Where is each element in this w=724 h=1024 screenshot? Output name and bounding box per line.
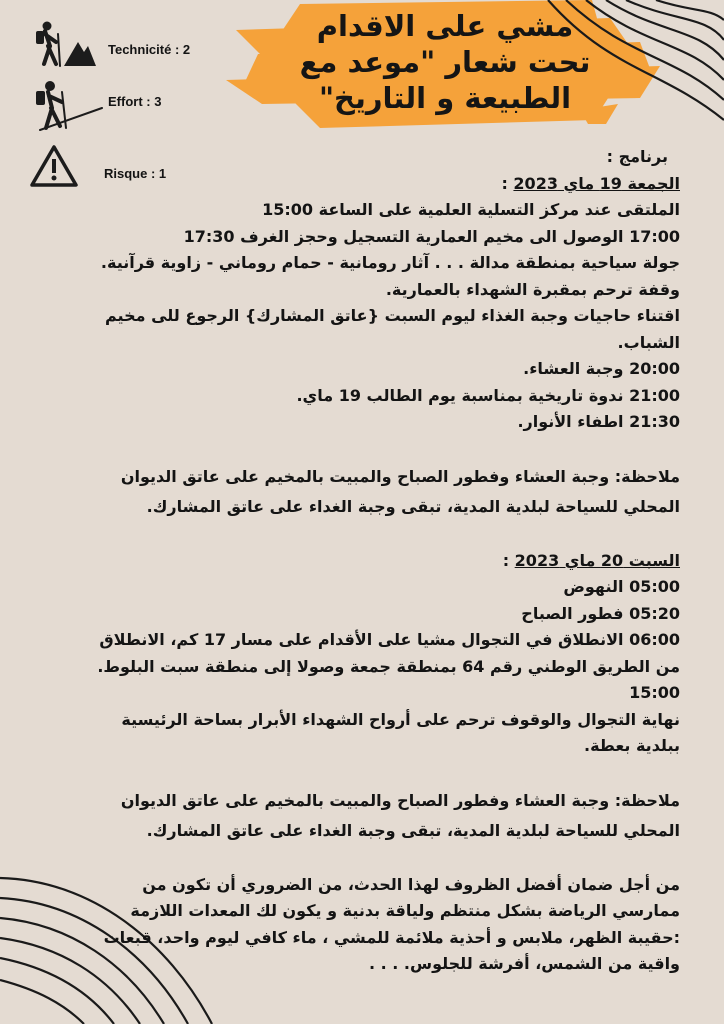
page-title [270,8,620,116]
day2-date: السبت 20 ماي 2023 [514,550,680,570]
title-line-3: الطبيعة و التاريخ" [318,81,572,115]
note-2: ملاحظة: وجبة العشاء وفطور الصباح والمبيت بالمخيم على عاتق الديوان المحلي للسياحة لبلدية المدية، تبقى وجبة الغداء على عاتق المشارك. [120,790,680,840]
day1-date: الجمعة 19 ماي 2023 [513,173,680,193]
warning-icon [29,144,79,188]
day1-line: اقتناء حاجيات وجبة الغذاء ليوم السبت {عاتق المشارك} الرجوع للى مخيم الشباب. [105,306,680,352]
effort-label: Effort : 3 [108,94,162,109]
day1-line: الملتقى عند مركز التسلية العلمية على الساعة 15:00 [262,200,680,219]
day1-line: 17:00 الوصول الى مخيم العمارية التسجيل وحجز الغرف 17:30 [183,226,680,246]
hiker-icon [30,20,96,68]
title-line-2: تحت شعار "موعد مع [299,45,591,79]
program-section [80,144,680,978]
day1-line: 21:00 ندوة تاريخية بمناسبة يوم الطالب 19 ماي. [296,385,680,405]
day2-date-line [80,548,680,575]
day1-date-suffix: : [501,173,514,193]
day2-line: 05:00 النهوض [563,577,680,596]
day1-date-line [80,171,680,198]
day1-line: 21:30 اطفاء الأنوار. [517,412,680,431]
program-heading: برنامج : [606,147,668,166]
day2-date-suffix: : [502,550,515,570]
technicite-label: Technicité : 2 [108,42,191,57]
risque-label: Risque : 1 [104,166,167,181]
day1-line: جولة سياحية بمنطقة مدالة . . . آثار رومانية - حمام روماني - زاوية قرآنية. وقفة ترحم بمقبرة الشهداء بالعمارية. [100,253,680,299]
day1-line: 20:00 وجبة العشاء. [523,359,680,378]
day2-line: 05:20 فطور الصباح [521,603,680,623]
note-1: ملاحظة: وجبة العشاء وفطور الصباح والمبيت بالمخيم على عاتق الديوان المحلي للسياحة لبلدية المدية، تبقى وجبة الغداء على عاتق المشارك. [120,466,680,516]
closing-paragraph: من أجل ضمان أفضل الظروف لهذا الحدث، من الضروري أن تكون من ممارسي الرياضة بشكل منتظم ولياقة بدنية و يكون لك المعدات اللازمة :حقيبة الظهر، ملابس و أحذية ملائمة للمشي ، ماء كافي ليوم واحد، قبعات واقية من الشمس، أفرشة للجلوس. . . . [103,874,680,973]
day2-line: 06:00 الانطلاق في التجوال مشيا على الأقدام على مسار 17 كم، الانطلاق من الطريق الوطني رقم 64 بمنطقة جمعة وصولا إلى منطقة سبت البلوط. 15:00 [97,630,680,702]
title-line-1: مشي على الاقدام [316,9,574,43]
day2-line: نهاية التجوال والوقوف ترحم على أرواح الشهداء الأبرار بساحة الرئيسية ببلدية بعطة. [121,709,680,755]
climber-icon [30,78,104,132]
